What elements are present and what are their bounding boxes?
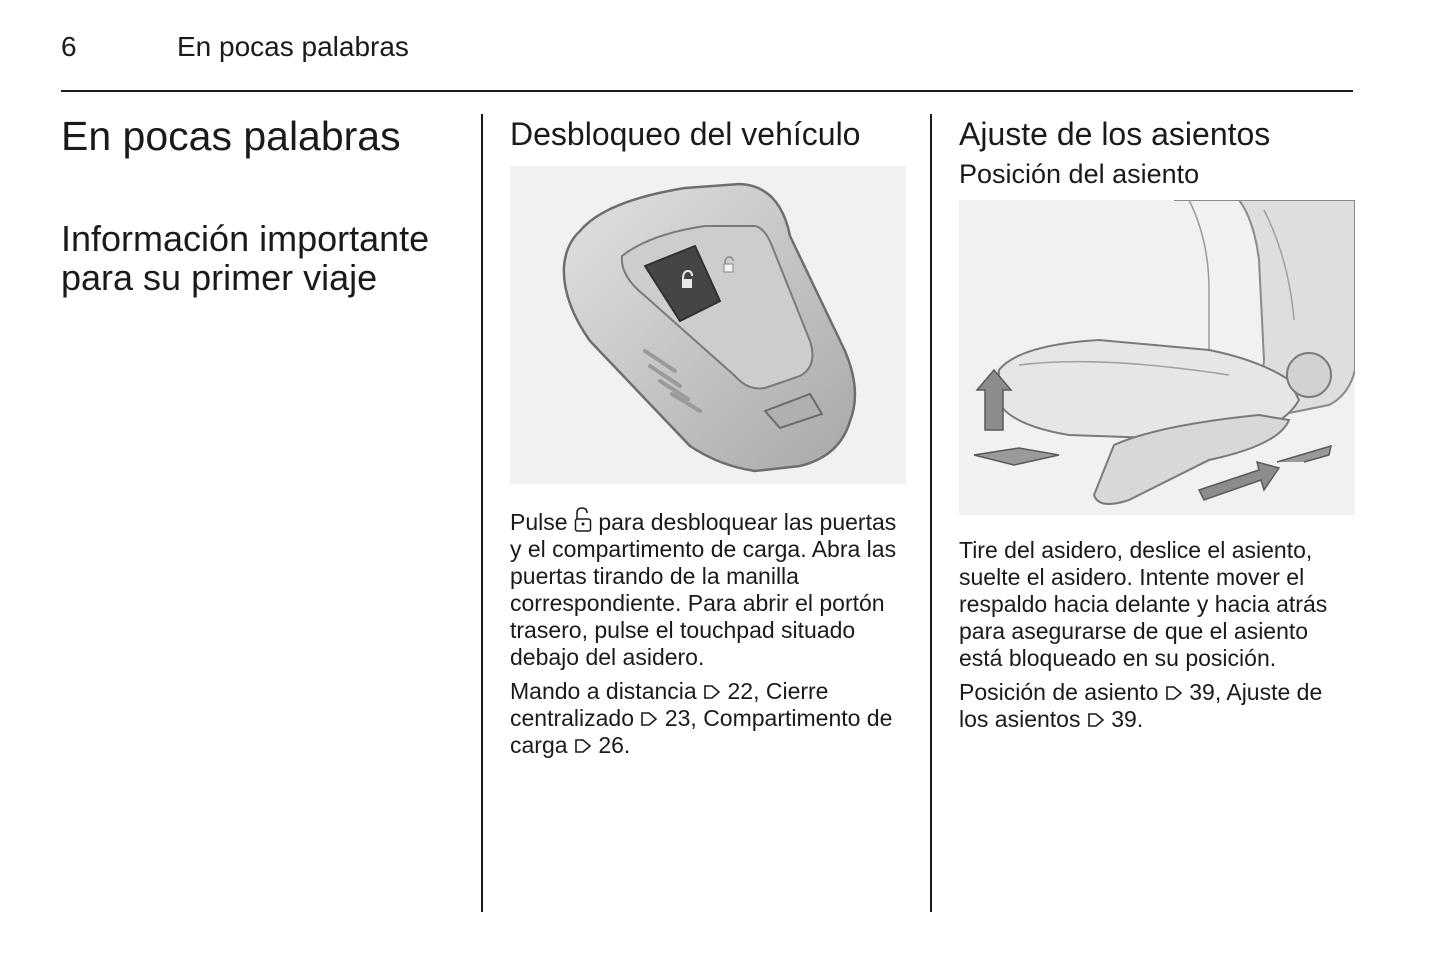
reference-arrow-icon <box>1165 684 1183 702</box>
unlock-heading: Desbloqueo del vehículo <box>510 116 861 152</box>
seats-heading: Ajuste de los asientos <box>959 116 1271 152</box>
seat-position-subheading: Posición del asiento <box>959 159 1200 189</box>
ref-page: 39 <box>1111 706 1137 732</box>
seat-instructions: Tire del asidero, deslice el asiento, suelte el asidero. Intente mover el respaldo hacia delante y hacia atrás para asegurarse de que el asiento está bloqueado en su posición. <box>959 537 1328 671</box>
unlock-text-post: para desbloquear las puertas y el compartimento de carga. Abra las puertas tirando de la manilla correspondiente. Para abrir el portón trasero, pulse el touchpad situado debajo del asidero. <box>510 509 897 670</box>
ref-seat-adjust[interactable]: Ajuste de los asientos <box>959 679 1323 732</box>
unlock-references: Mando a distancia 22, Cierre centralizado 23, Compartimento de carga 26. <box>510 678 893 758</box>
ref-page: 22 <box>727 678 754 704</box>
remote-key-illustration <box>510 166 906 484</box>
column-intro <box>61 112 461 297</box>
column-divider-1 <box>481 114 483 912</box>
ref-remote-key[interactable]: Mando a distancia <box>510 678 697 704</box>
chapter-title: En pocas palabras <box>61 113 401 159</box>
running-title: En pocas palabras <box>177 31 409 62</box>
ref-cargo[interactable]: Compartimento de carga <box>510 705 893 758</box>
seat-adjustment-illustration <box>959 200 1355 515</box>
ref-seat-position[interactable]: Posición de asiento <box>959 679 1159 705</box>
reference-arrow-icon <box>703 683 721 701</box>
section-title: Información importante para su primer viaje <box>61 218 430 298</box>
ref-page: 39 <box>1189 679 1215 705</box>
column-divider-2 <box>930 114 932 912</box>
ref-page: 26 <box>598 732 624 758</box>
seat-references: Posición de asiento 39, Ajuste de los asientos 39. <box>959 679 1323 732</box>
unlock-instructions <box>510 507 906 671</box>
page-number: 6 <box>61 31 77 62</box>
header-rule <box>61 90 1353 92</box>
column-unlock <box>510 112 906 759</box>
reference-arrow-icon <box>574 737 592 755</box>
ref-central-lock[interactable]: Cierre centralizado <box>510 678 829 731</box>
column-seats <box>959 112 1354 733</box>
reference-arrow-icon <box>1087 711 1105 729</box>
unlock-icon <box>574 507 592 533</box>
unlock-text-pre: Pulse <box>510 509 568 535</box>
ref-page: 23 <box>664 705 691 731</box>
reference-arrow-icon <box>640 710 658 728</box>
